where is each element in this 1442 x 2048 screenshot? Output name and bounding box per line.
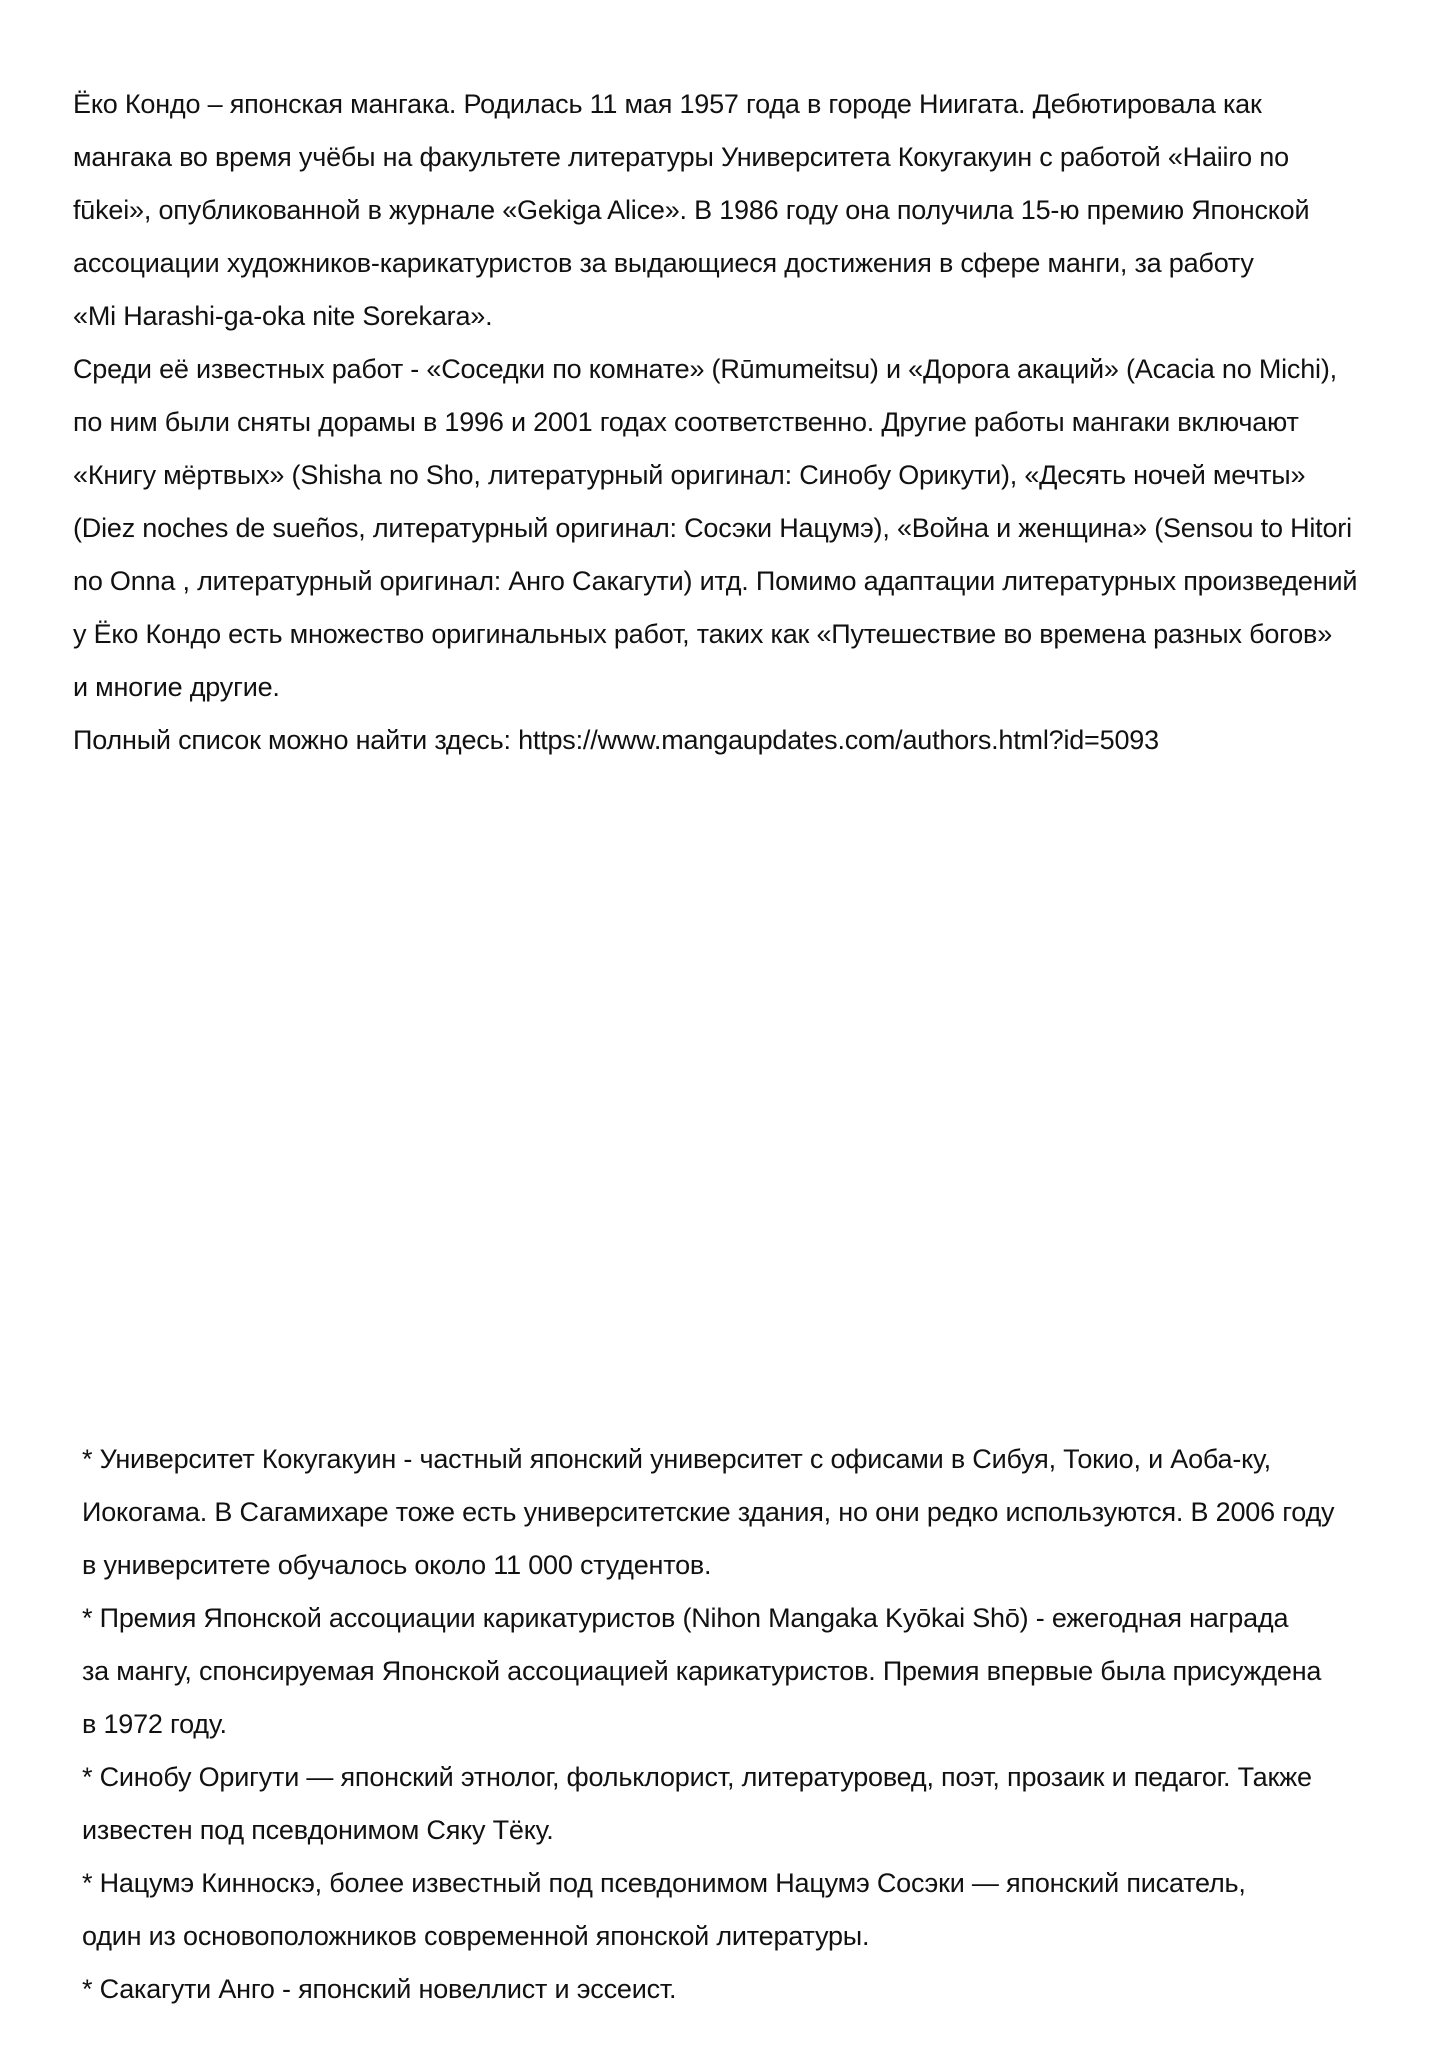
main-text-line: fūkei», опубликованной в журнале «Gekiga Alice». В 1986 году она получила 15-ю премию Японской <box>73 195 1310 225</box>
main-text-line: и многие другие. <box>73 672 280 702</box>
main-text-line: (Diez noches de sueños, литературный оригинал: Сосэки Нацумэ), «Война и женщина» (Sensou to Hitori <box>73 513 1352 543</box>
footnote-line: известен под псевдонимом Сяку Тёку. <box>82 1815 554 1845</box>
footnote-line: * Университет Кокугакуин - частный японский университет с офисами в Сибуя, Токио, и Аоба-ку, <box>82 1444 1271 1474</box>
footnote-line: в университете обучалось около 11 000 студентов. <box>82 1550 712 1580</box>
main-text-line: «Книгу мёртвых» (Shisha no Sho, литературный оригинал: Синобу Орикути), «Десять ночей мечты» <box>73 460 1306 490</box>
full-list-link-line: Полный список можно найти здесь: https://www.mangaupdates.com/authors.html?id=5093 <box>73 725 1159 755</box>
footnote-line: * Нацумэ Кинноскэ, более известный под псевдонимом Нацумэ Сосэки — японский писатель, <box>82 1868 1246 1898</box>
footnote-line: один из основоположников современной японской литературы. <box>82 1921 870 1951</box>
main-text-line: у Ёко Кондо есть множество оригинальных работ, таких как «Путешествие во времена разных богов» <box>73 619 1333 649</box>
footnote-line: * Премия Японской ассоциации карикатуристов (Nihon Mangaka Kyōkai Shō) - ежегодная награда <box>82 1603 1289 1633</box>
footnote-line: за мангу, спонсируемая Японской ассоциацией карикатуристов. Премия впервые была присуждена <box>82 1656 1322 1686</box>
main-text-block <box>73 78 1357 767</box>
main-text-line: no Onna , литературный оригинал: Анго Сакагути) итд. Помимо адаптации литературных произведений <box>73 566 1358 596</box>
main-text-line: Ёко Кондо – японская мангака. Родилась 11 мая 1957 года в городе Ниигата. Дебютировала как <box>73 89 1262 119</box>
footnotes-block <box>82 1433 1334 2016</box>
main-text-line: Среди её известных работ - «Соседки по комнате» (Rūmumeitsu) и «Дорога акаций» (Acacia no Michi), <box>73 354 1337 384</box>
main-text-line: мангака во время учёбы на факультете литературы Университета Кокугакуин с работой «Haiiro no <box>73 142 1289 172</box>
footnote-line: * Сакагути Анго - японский новеллист и эссеист. <box>82 1974 677 2004</box>
main-text-line: «Mi Harashi-ga-oka nite Sorekara». <box>73 301 493 331</box>
footnote-line: Иокогама. В Сагамихаре тоже есть университетские здания, но они редко используются. В 2006 году <box>82 1497 1335 1527</box>
footnote-line: * Синобу Оригути — японский этнолог, фольклорист, литературовед, поэт, прозаик и педагог. Также <box>82 1762 1312 1792</box>
main-text-line: по ним были сняты дорамы в 1996 и 2001 годах соответственно. Другие работы мангаки включают <box>73 407 1299 437</box>
main-text-line: ассоциации художников-карикатуристов за выдающиеся достижения в сфере манги, за работу <box>73 248 1254 278</box>
footnote-line: в 1972 году. <box>82 1709 227 1739</box>
